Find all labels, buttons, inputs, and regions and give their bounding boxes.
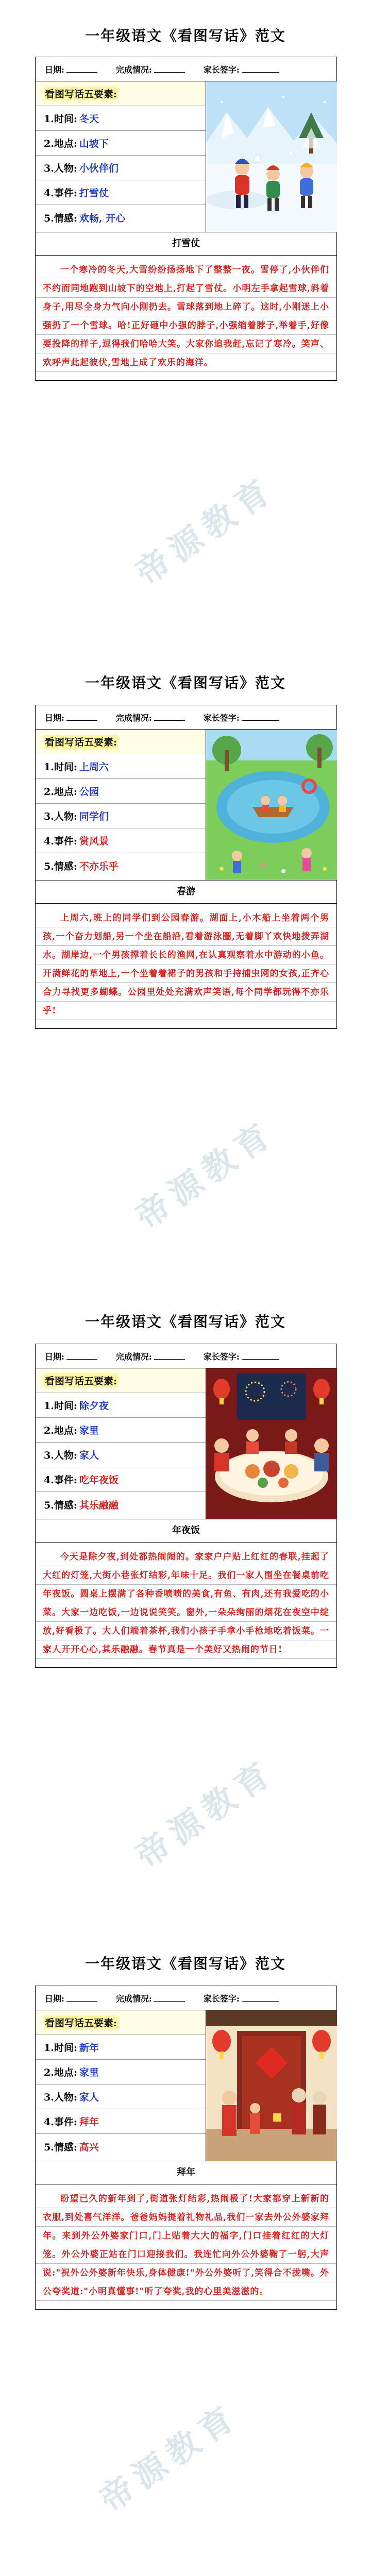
essay-title: 春游 [36, 880, 336, 904]
status-blank[interactable] [154, 65, 185, 73]
parent-blank[interactable] [242, 713, 279, 721]
page-title: 一年级语文《看图写话》范文 [85, 1313, 286, 1330]
header-row [36, 57, 336, 81]
element-row: 2.地点: 山坡下 [36, 131, 206, 156]
essay-title: 拜年 [36, 2161, 336, 2184]
status-blank[interactable] [154, 1994, 185, 2002]
date-label: 日期: [45, 64, 64, 75]
date-label: 日期: [45, 1993, 64, 2004]
date-blank[interactable] [66, 65, 97, 73]
elements-table [36, 81, 206, 232]
element-row: 2.地点: 家里 [36, 2060, 206, 2084]
status-label: 完成情况: [115, 713, 152, 723]
element-row: 3.人物: 家人 [36, 2084, 206, 2109]
elements-and-picture [36, 2010, 336, 2161]
header-row [36, 1986, 336, 2010]
element-row: 2.地点: 家里 [36, 1418, 206, 1443]
status-label: 完成情况: [115, 1351, 152, 1362]
elements-heading: 看图写话五要素: [44, 2015, 118, 2029]
status-label: 完成情况: [115, 1993, 152, 2004]
essay-text: 今天是除夕夜,到处都热闹闹的。家家户户贴上红红的春联,挂起了大红的灯笼,大街小巷张灯结彩,年味十足。我们一家人围坐在餐桌前吃年夜饭。圆桌上摆满了各种香喷喷的美食,有鱼、有肉,还有我爱吃的小菜。大家一边吃饭,一边说说笑笑。窗外,一朵朵绚丽的烟花在夜空中绽放,好看极了。大人们端着茶杯,我们小孩子手拿小手枪地吃着饭菜。一家人开开心心,其乐融融。春节真是一个美好又热闹的节日! [36, 1543, 336, 1667]
page-title: 一年级语文《看图写话》范文 [85, 1955, 286, 1972]
new-year-visit-illustration-icon [206, 2010, 337, 2161]
element-row: 1.时间: 新年 [36, 2035, 206, 2060]
element-row: 5.情感: 欢畅, 开心 [44, 212, 126, 224]
essay-text: 盼望已久的新年到了,街道张灯结彩,热闹极了!大家都穿上新新的衣服,到处喜气洋洋。爸爸妈妈提着礼物礼品,我们一家去外公外婆家拜年。来到外公外婆家门口,门上贴着大大的福字,门口挂着红红的大灯笼。外公外婆正站在门口迎接我们。我连忙向外公外婆鞠了一躬,大声说:"祝外公外婆新年快乐,身体健康!"外公外婆听了,笑得合不拢嘴。外公夸奖道:"小明真懂事!"听了夸奖,我的心里美滋滋的。 [36, 2184, 336, 2309]
elements-heading: 看图写话五要素: [44, 735, 118, 749]
element-row: 5.情感: 不亦乐乎 [44, 860, 119, 872]
essay-text: 一个寒冷的冬天,大雪纷纷扬扬地下了整整一夜。雪停了,小伙伴们不约而同地跑到山坡下的空地上,打起了雪仗。小明左手拿起雪球,斜着身子,用尽全身力气向小刚扔去。雪球落到地上碎了。这时,小刚迷上小强扔了一个雪球。哈!正好砸中小强的脖子,小强缩着脖子,举着手,好像要投降的样子,逗得我们哈哈大笑。大家你追我赶,忘记了寒冷。笑声、欢呼声此起彼伏,雪地上成了欢乐的海洋。 [36, 256, 336, 380]
snowball-fight-illustration-icon [206, 81, 337, 232]
element-row: 5.情感: 其乐融融 [44, 1499, 119, 1511]
parent-label: 家长签字: [203, 64, 240, 75]
page-title: 一年级语文《看图写话》范文 [85, 674, 286, 691]
status-label: 完成情况: [115, 64, 152, 75]
element-row: 4.事件: 赏风景 [36, 828, 206, 853]
essay-text: 上周六,班上的同学们到公园春游。湖面上,小木船上坐着两个男孩,一个奋力划船,另一个坐在船沿,看着游泳圈,无着脚丫欢快地拨弄湖水。湖岸边,一个男孩撑着长长的渔网,在认真观察着水中游动的小鱼。开满鲜花的草地上,一个坐着着裙子的男孩和手持捕虫网的女孩,正齐心合力寻找更多蝴蝶。公园里处处充满欢声笑语,每个同学都玩得不亦乐乎! [36, 904, 336, 1028]
parent-blank[interactable] [242, 65, 279, 73]
essay-title: 年夜饭 [36, 1519, 336, 1543]
elements-table [36, 730, 206, 880]
date-blank[interactable] [66, 1352, 97, 1360]
header-row [36, 1344, 336, 1368]
elements-and-picture [36, 81, 336, 232]
parent-blank[interactable] [242, 1994, 279, 2002]
worksheet-box [35, 1344, 337, 1668]
watermark: 帝源教育 [93, 2396, 247, 2520]
element-row: 1.时间: 除夕夜 [36, 1393, 206, 1418]
element-row: 4.事件: 吃年夜饭 [36, 1467, 206, 1492]
status-blank[interactable] [154, 713, 185, 721]
element-row: 3.人物: 家人 [36, 1443, 206, 1467]
page-title: 一年级语文《看图写话》范文 [85, 27, 286, 44]
element-row: 4.事件: 打雪仗 [36, 180, 206, 205]
worksheet-box [35, 1986, 337, 2310]
element-row: 3.人物: 同学们 [36, 804, 206, 828]
elements-and-picture [36, 1368, 336, 1519]
elements-heading: 看图写话五要素: [44, 87, 118, 100]
worksheet-box [35, 57, 337, 381]
element-row: 1.时间: 冬天 [36, 106, 206, 131]
watermark: 帝源教育 [129, 469, 283, 593]
element-row: 5.情感: 高兴 [44, 2141, 99, 2153]
date-label: 日期: [45, 713, 64, 723]
parent-label: 家长签字: [203, 1351, 240, 1362]
elements-table [36, 2010, 206, 2161]
park-lake-boat-illustration-icon [206, 730, 337, 880]
watermark: 帝源教育 [129, 1752, 283, 1876]
watermark: 帝源教育 [129, 1113, 283, 1237]
element-row: 3.人物: 小伙伴们 [36, 156, 206, 180]
element-row: 2.地点: 公园 [36, 779, 206, 804]
element-row: 4.事件: 拜年 [36, 2109, 206, 2134]
date-blank[interactable] [66, 713, 97, 721]
header-row [36, 705, 336, 730]
parent-label: 家长签字: [203, 713, 240, 723]
date-blank[interactable] [66, 1994, 97, 2002]
date-label: 日期: [45, 1351, 64, 1362]
essay-title: 打雪仗 [36, 232, 336, 256]
status-blank[interactable] [154, 1352, 185, 1360]
new-year-dinner-illustration-icon [206, 1368, 337, 1519]
worksheet-box [35, 705, 337, 1029]
elements-and-picture [36, 730, 336, 880]
parent-blank[interactable] [242, 1352, 279, 1360]
elements-table [36, 1368, 206, 1519]
element-row: 1.时间: 上周六 [36, 754, 206, 779]
parent-label: 家长签字: [203, 1993, 240, 2004]
elements-heading: 看图写话五要素: [44, 1374, 118, 1387]
